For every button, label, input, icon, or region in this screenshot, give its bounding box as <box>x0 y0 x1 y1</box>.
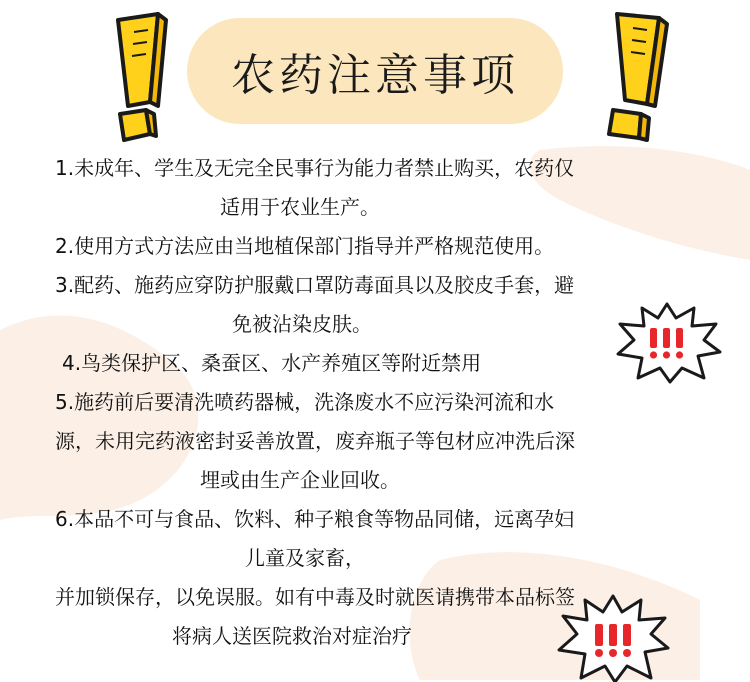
exclamation-burst-icon <box>612 300 722 385</box>
notice-line: 并加锁保存，以免误服。如有中毒及时就医请携带本品标签 <box>55 585 575 609</box>
notice-line: 6.本品不可与食品、饮料、种子粮食等物品同储，远离孕妇 <box>55 507 575 531</box>
notice-line: 儿童及家畜， <box>245 546 365 570</box>
notice-line: 适用于农业生产。 <box>220 195 380 219</box>
notice-line: 2.使用方式方法应由当地植保部门指导并严格规范使用。 <box>55 234 555 258</box>
notice-line: 源，未用完药液密封妥善放置，废弃瓶子等包材应冲洗后深 <box>55 429 575 453</box>
page-title: 农药注意事项 <box>231 50 519 101</box>
notice-line: 免被沾染皮肤。 <box>232 312 372 336</box>
notice-line: 4.鸟类保护区、桑蚕区、水产养殖区等附近禁用 <box>62 351 482 375</box>
notice-line: 埋或由生产企业回收。 <box>200 468 400 492</box>
notice-line: 3.配药、施药应穿防护服戴口罩防毒面具以及胶皮手套，避 <box>55 273 575 297</box>
exclamation-burst-icon <box>555 592 670 682</box>
notice-line: 将病人送医院救治对症治疗 <box>172 624 412 648</box>
notice-line: 1.未成年、学生及无完全民事行为能力者禁止购买，农药仅 <box>55 156 575 180</box>
notice-line: 5.施药前后要清洗喷药器械，洗涤废水不应污染河流和水 <box>55 390 555 414</box>
